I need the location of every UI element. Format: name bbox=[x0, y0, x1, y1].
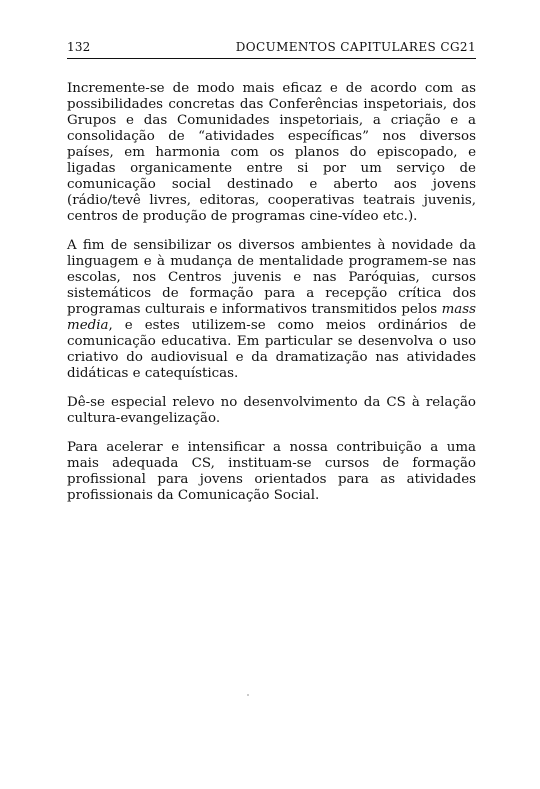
running-title: DOCUMENTOS CAPITULARES CG21 bbox=[235, 40, 476, 54]
page-number: 132 bbox=[67, 40, 91, 54]
paragraph-4 bbox=[67, 440, 476, 504]
page-header bbox=[67, 40, 476, 59]
paragraph-2-text-start: A fim de sensibilizar os diversos ambientes à novidade da linguagem e à mudança de mentalidade programem-se nas escolas, nos Centros juvenis e nas Paróquias, cursos sistemáticos de formação para a recepção crítica dos programas culturais e informativos transmitidos pelos bbox=[67, 238, 476, 317]
scan-speck bbox=[247, 694, 249, 696]
paragraph-4-text: Para acelerar e intensificar a nossa contribuição a uma mais adequada CS, instituam-se cursos de formação profissional para jovens orientados para as atividades profissionais da Comunicação Social. bbox=[67, 440, 476, 503]
paragraph-3 bbox=[67, 395, 476, 427]
paragraph-2 bbox=[67, 238, 476, 382]
paragraph-2-text-end: , e estes utilizem-se como meios ordinários de comunicação educativa. Em particular se desenvolva o uso criativo do audiovisual e da dramatização nas atividades didáticas e catequísticas. bbox=[67, 318, 476, 381]
paragraph-1-text: Incremente-se de modo mais eficaz e de acordo com as possibilidades concretas das Conferências inspetoriais, dos Grupos e das Comunidades inspetoriais, a criação e a consolidação de “atividades específicas” nos diversos países, em harmonia com os planos do episcopado, e ligadas organicamente entre si por um serviço de comunicação social destinado e aberto aos jovens (rádio/tevê livres, editoras, cooperativas teatrais juvenis, centros de produção de programas cine-vídeo etc.). bbox=[67, 81, 476, 224]
body-text bbox=[67, 81, 476, 504]
paragraph-2-emphasis: mass media bbox=[67, 302, 476, 333]
paragraph-1 bbox=[67, 81, 476, 225]
document-page bbox=[67, 40, 476, 517]
paragraph-3-text: Dê-se especial relevo no desenvolvimento da CS à relação cultura-evangelização. bbox=[67, 395, 476, 426]
